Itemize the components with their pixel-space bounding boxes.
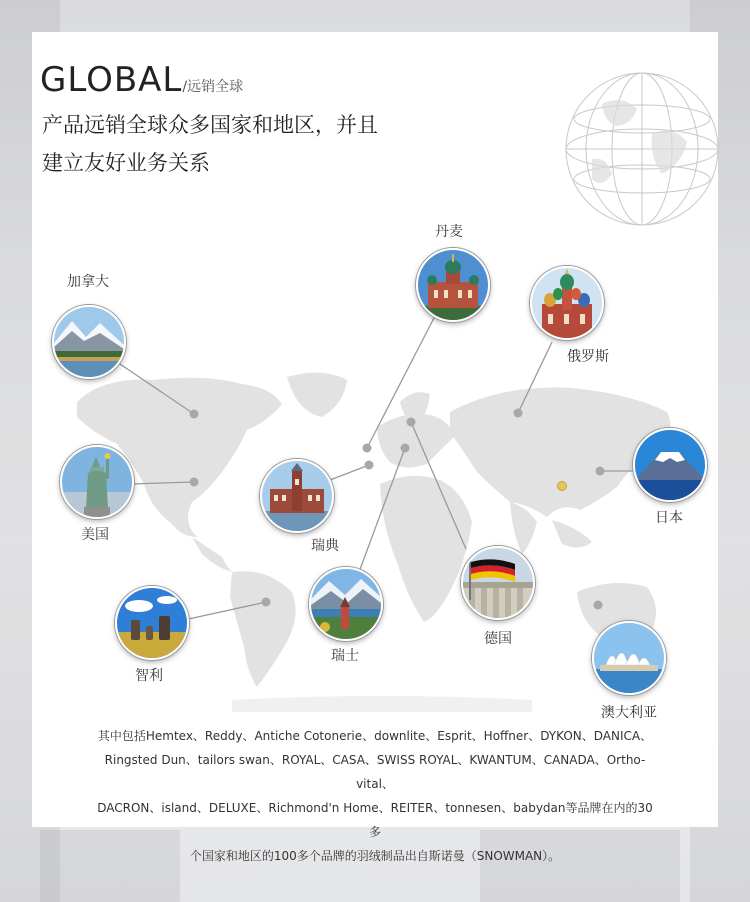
label-usa: 美国	[81, 527, 109, 543]
label-denmark: 丹麦	[435, 224, 463, 240]
description-line-4: 个国家和地区的100多个品牌的羽绒制品出自斯诺曼（SNOWMAN）。	[189, 849, 561, 863]
highlight-dot	[558, 482, 567, 491]
title-en: GLOBAL	[40, 60, 183, 100]
subtitle-line-2: 建立友好业务关系	[42, 151, 210, 175]
subtitle-line-1: 产品远销全球众多国家和地区，并且	[42, 113, 378, 137]
label-japan: 日本	[655, 510, 683, 526]
location-dot	[514, 409, 523, 418]
sweden-photo	[260, 459, 334, 533]
label-germany: 德国	[484, 631, 512, 647]
label-russia: 俄罗斯	[567, 349, 609, 365]
description-line-1: 其中包括Hemtex、Reddy、Antiche Cotonerie、downlite、Esprit、Hoffner、DYKON、DANICA、	[97, 729, 653, 743]
label-sweden: 瑞典	[311, 538, 339, 554]
location-dot	[596, 467, 605, 476]
location-dot	[365, 461, 374, 470]
location-dot	[401, 444, 410, 453]
label-australia: 澳大利亚	[601, 705, 657, 721]
chile-photo	[115, 586, 189, 660]
russia-photo	[530, 266, 604, 340]
location-dot	[190, 478, 199, 487]
content-card	[32, 32, 718, 863]
usa-photo	[60, 445, 134, 519]
description-line-3: DACRON、island、DELUXE、Richmond'n Home、REITER、tonnesen、babydan等品牌在内的30多	[97, 801, 653, 839]
location-dot	[594, 601, 603, 610]
location-dot	[363, 444, 372, 453]
description-line-2: Ringsted Dun、tailors swan、ROYAL、CASA、SWISS ROYAL、KWANTUM、CANADA、Ortho-vital、	[104, 753, 646, 791]
australia-photo	[592, 621, 666, 695]
location-dot	[190, 410, 199, 419]
canada-photo	[52, 305, 126, 379]
denmark-photo	[416, 248, 490, 322]
germany-photo	[461, 546, 535, 620]
label-canada: 加拿大	[67, 274, 109, 290]
location-dot	[407, 418, 416, 427]
location-dot	[262, 598, 271, 607]
label-switzerland: 瑞士	[331, 648, 359, 664]
label-chile: 智利	[135, 668, 163, 684]
switzerland-photo	[309, 567, 383, 641]
brand-description	[92, 724, 658, 868]
title-zh: /远销全球	[182, 79, 244, 95]
japan-photo	[633, 428, 707, 502]
